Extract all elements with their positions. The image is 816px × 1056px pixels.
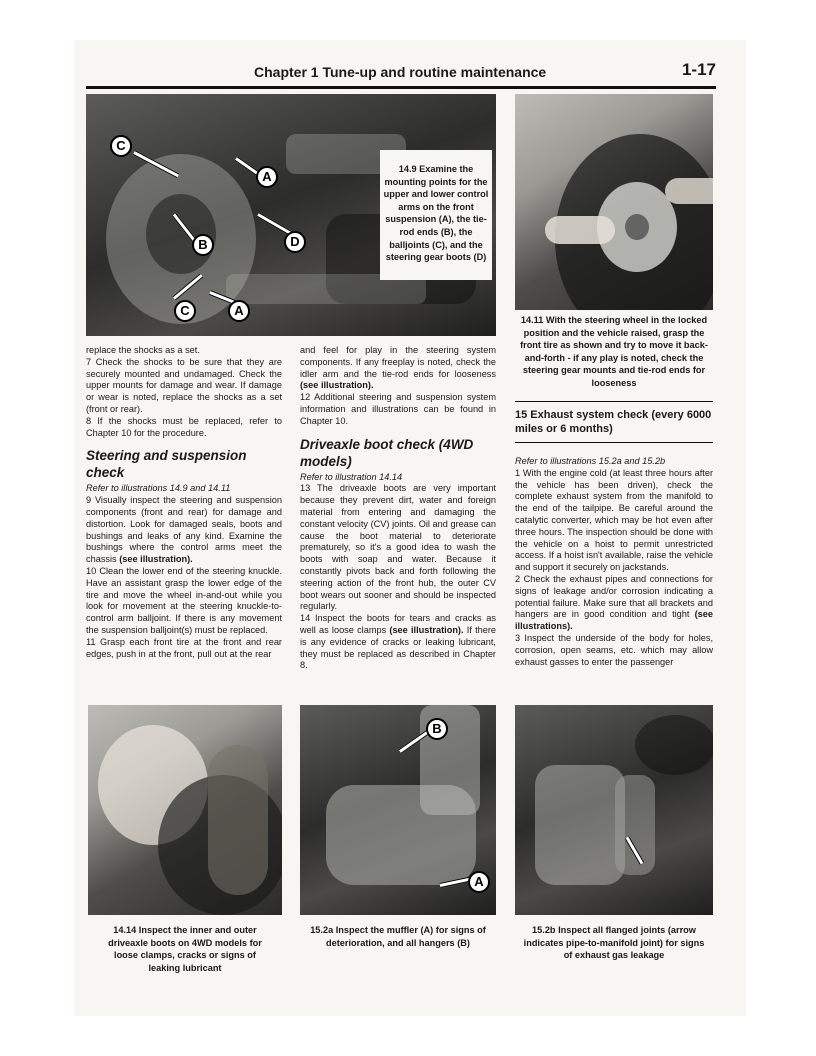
paragraph-8: 8 If the shocks must be replaced, refer to Chapter 10 for the procedure.	[86, 415, 282, 438]
page-number: 1-17	[681, 60, 716, 79]
figure-14-9-callout-a2: A	[228, 300, 250, 322]
driveaxle-boot-heading: Driveaxle boot check (4WD models)	[300, 436, 474, 469]
paragraph-12: 12 Additional steering and suspension system information and illustrations can be found in Chapter 10.	[300, 392, 496, 426]
text-column-2	[300, 345, 496, 672]
paragraph-14: 14 Inspect the boots for tears and cracks as well as loose clamps (see illustration). If there is any evidence of cracks or leaking lubricant, they must be replaced as described in Chapter 8.	[300, 613, 497, 671]
paragraph-13: 13 The driveaxle boots are very important because they prevent dirt, water and foreign material from entering and damaging the constant velocity (CV) joints. Oil and grease can cause the boot material to deteriorate prematurely, so it's a good idea to wash the boots with soap and water. Because it constantly pivots back and forth following the steering action of the front hub, the outer CV boot wears out sooner and should be inspected regularly.	[300, 483, 496, 612]
exhaust-paragraph-1: 1 With the engine cold (at least three hours after the vehicle has been driven), check the complete exhaust system from the manifold to the end of the tailpipe. Be careful around the catalytic converter, which may be hot even after three hours. The inspection should be done with the vehicle on a hoist to permit unrestricted access. If a hoist isn't available, raise the vehicle and support it securely on jackstands.	[515, 467, 713, 573]
figure-15-2a-callout-a: A	[468, 871, 490, 893]
text-column-1	[86, 345, 282, 660]
figure-14-9-callout-d: D	[284, 231, 306, 253]
chapter-title: Chapter 1 Tune-up and routine maintenance	[254, 64, 547, 80]
figure-14-14-caption: 14.14 Inspect the inner and outer driveaxle boots on 4WD models for loose clamps, cracks or signs of leaking lubricant	[108, 925, 262, 973]
exhaust-paragraph-2: 2 Check the exhaust pipes and connections for signs of leakage and/or corrosion indicating a potential failure. Make sure that all brackets and hangers are in good condition and tight (see illustrations).	[515, 573, 713, 632]
paragraph-11-cont: and feel for play in the steering system components. If any freeplay is noted, check the idler arm and the tie-rod ends for looseness (see illustration).	[300, 345, 496, 391]
paragraph-9: 9 Visually inspect the steering and suspension components (front and rear) for damage and distortion. Look for damaged seals, boots and bushings and leaks of any kind. Examine the bushings where the control arms meet the chassis (see illustration).	[86, 495, 282, 565]
paragraph-7: 7 Check the shocks to be sure that they are securely mounted and undamaged. Check the upper mounts for damage and wear. If damage or wear is noted, replace the shocks as a set (front or rear).	[86, 356, 282, 414]
driveaxle-boot-ref: Refer to illustration 14.14	[300, 471, 403, 482]
exhaust-paragraph-3: 3 Inspect the underside of the body for holes, corrosion, open seams, etc. which may allow exhaust gasses to enter the passenger	[515, 632, 713, 667]
header-rule	[86, 86, 716, 89]
figure-15-2b-caption: 15.2b Inspect all flanged joints (arrow indicates pipe-to-manifold joint) for signs of exhaust gas leakage	[523, 925, 705, 961]
figure-14-9-callout-c2: C	[174, 300, 196, 322]
paragraph-11: 11 Grasp each front tire at the front and rear edges, push in at the front, pull out at the rear	[86, 636, 282, 659]
figure-15-2a-callout-b: B	[426, 718, 448, 740]
paragraph-10: 10 Clean the lower end of the steering knuckle. Have an assistant grasp the lower edge of the tire and move the wheel in-and-out while you look for movement at the steering knuckle-to-control arm balljoint. If there is any movement the suspension balljoint(s) must be replaced.	[86, 565, 282, 635]
steering-suspension-ref: Refer to illustrations 14.9 and 14.11	[86, 483, 231, 494]
figure-15-2b-photo	[515, 705, 713, 915]
figure-14-9-callout-c1: C	[110, 135, 132, 157]
paragraph-6-end: replace the shocks as a set.	[86, 345, 200, 355]
exhaust-section-heading-box	[515, 401, 713, 443]
figure-14-9-callout-b: B	[192, 234, 214, 256]
exhaust-ref: Refer to illustrations 15.2a and 15.2b	[515, 456, 666, 466]
page-header	[86, 58, 716, 88]
figure-14-9-caption: 14.9 Examine the mounting points for the upper and lower control arms on the front suspension (A), the tie-rod ends (B), the balljoints (C), and the steering gear boots (D)	[383, 164, 489, 263]
figure-14-11-photo	[515, 94, 713, 310]
figure-14-11-caption: 14.11 With the steering wheel in the locked position and the vehicle raised, grasp the front tire as shown and try to move it back-and-forth - if any play is noted, check the steering gear mounts and tie-rod ends for looseness	[520, 315, 708, 388]
steering-suspension-heading: Steering and suspension check	[86, 448, 247, 481]
figure-15-2a-photo	[300, 705, 496, 915]
figure-15-2a-caption: 15.2a Inspect the muffler (A) for signs of deterioration, and all hangers (B)	[310, 925, 486, 948]
figure-14-14-photo	[88, 705, 282, 915]
figure-14-9-callout-a1: A	[256, 166, 278, 188]
text-column-3	[515, 456, 713, 668]
exhaust-section-title: 15 Exhaust system check (every 6000 miles or 6 months)	[515, 409, 712, 435]
